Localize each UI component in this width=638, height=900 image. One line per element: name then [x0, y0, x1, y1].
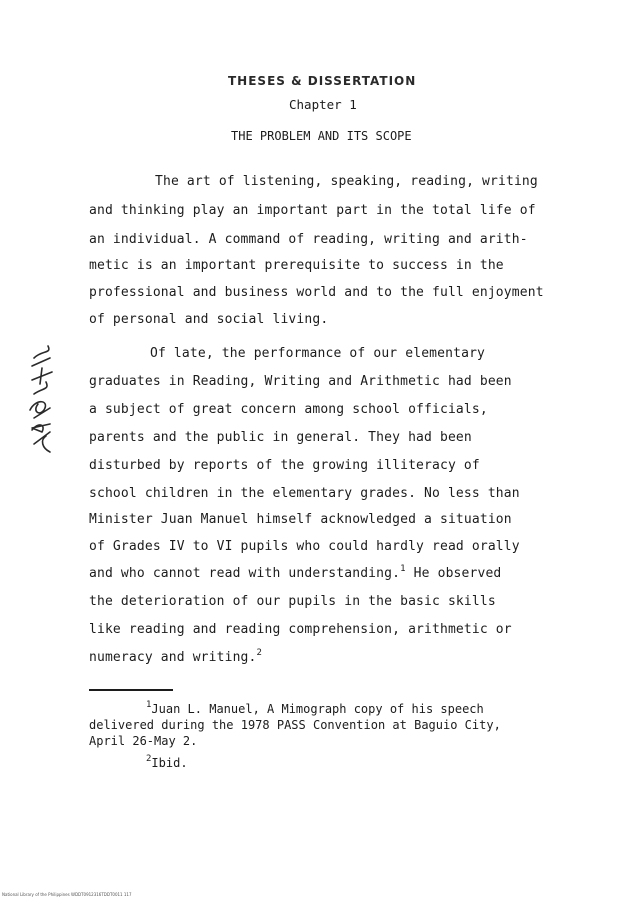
paragraph-2-line-9: [89, 566, 501, 581]
paragraph-2-line-5: disturbed by reports of the growing illiteracy of: [89, 458, 480, 473]
paragraph-1-line-5: professional and business world and to the full enjoyment: [89, 285, 544, 300]
paragraph-1-line-1: The art of listening, speaking, reading, writing: [155, 174, 538, 189]
paragraph-2-line-1: Of late, the performance of our elementary: [150, 346, 486, 361]
footnote-separator: [89, 689, 173, 691]
footnote-1-line-1: [146, 702, 484, 716]
paragraph-2-line-3: a subject of great concern among school officials,: [89, 402, 488, 417]
footnote-ref-1: 1: [400, 564, 406, 574]
theses-dissertation-stamp: THESES & DISSERTATION: [228, 74, 417, 88]
paragraph-2-line-11: like reading and reading comprehension, arithmetic or: [89, 622, 512, 637]
paragraph-1-line-2: and thinking play an important part in the total life of: [89, 203, 536, 218]
library-footer: National Library of the Philippines WDDT0912316TDDT0011 117: [2, 892, 132, 897]
footnote-1-marker: 1: [146, 700, 152, 710]
paragraph-2-line-2: graduates in Reading, Writing and Arithmetic had been: [89, 374, 512, 389]
footnote-2-line-1: [146, 756, 188, 770]
paragraph-2-line-9-text: and who cannot read with understanding.: [89, 566, 401, 581]
footnote-1-line-2: delivered during the 1978 PASS Convention at Baguio City,: [89, 718, 501, 732]
paragraph-2-line-4: parents and the public in general. They had been: [89, 430, 472, 445]
chapter-number: Chapter 1: [289, 97, 357, 112]
paragraph-2-line-8: of Grades IV to VI pupils who could hardly read orally: [89, 539, 520, 554]
footnote-1-line-3: April 26-May 2.: [89, 734, 198, 748]
paragraph-2-line-7: Minister Juan Manuel himself acknowledged a situation: [89, 512, 512, 527]
paragraph-2-line-6: school children in the elementary grades. No less than: [89, 486, 520, 501]
paragraph-1-line-6: of personal and social living.: [89, 312, 329, 327]
footnote-ref-2: 2: [256, 648, 263, 658]
chapter-title: THE PROBLEM AND ITS SCOPE: [231, 129, 412, 143]
paragraph-1-line-4: metic is an important prerequisite to success in the: [89, 258, 504, 273]
paragraph-2-line-12: [89, 650, 262, 665]
paragraph-1-line-3: an individual. A command of reading, writing and arith-: [89, 232, 528, 247]
paragraph-2-line-9-tail: He observed: [413, 566, 502, 581]
paragraph-2-line-12-text: numeracy and writing.: [89, 650, 257, 665]
paragraph-2-line-10: the deterioration of our pupils in the basic skills: [89, 594, 496, 609]
handwritten-accession-number: [20, 344, 60, 456]
footnote-2-marker: 2: [146, 754, 152, 764]
footnote-2-text: Ibid.: [151, 756, 188, 770]
footnote-1-line-1-text: Juan L. Manuel, A Mimograph copy of his speech: [151, 702, 484, 716]
